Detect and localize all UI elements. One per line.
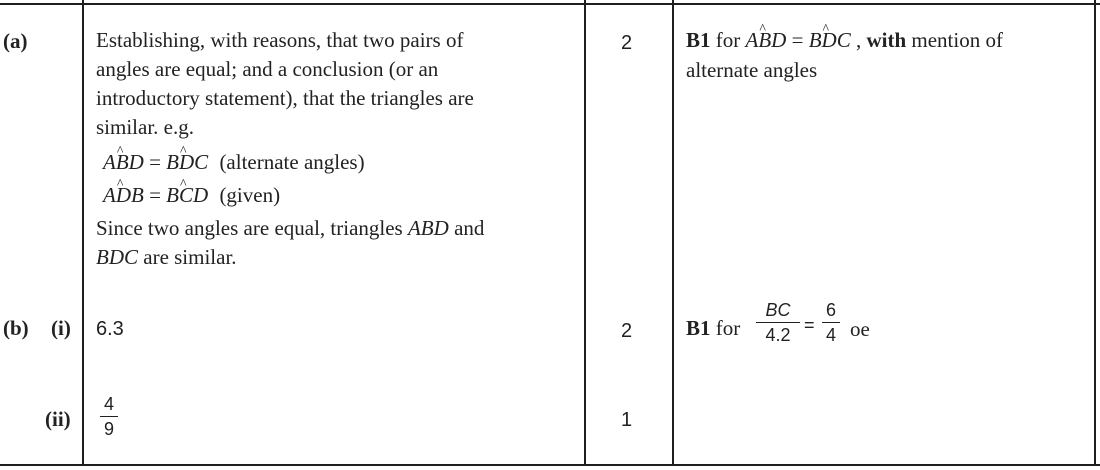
column-divider-3 [672, 0, 674, 466]
part-b-ii-answer-fraction: $\frac{4}{9}$ [100, 392, 118, 441]
eq2-reason: (given) [219, 183, 281, 207]
conclusion-line-2: BDC are similar. [96, 245, 237, 269]
table-bottom-border [0, 464, 1100, 466]
fraction-6-over-4: $\frac{6}{4}$ [822, 298, 840, 347]
part-b-ii-label: (ii) [45, 407, 71, 431]
part-a-label: (a) [3, 29, 28, 53]
column-divider-4 [1094, 0, 1096, 466]
column-divider-2 [584, 0, 586, 466]
part-b-i-answer: 6.3 [96, 318, 124, 340]
eq2-lhs: A^ DB [103, 183, 144, 207]
eq2-rhs: B^ CD [166, 183, 208, 207]
eq1-reason: (alternate angles) [219, 150, 365, 174]
part-a-mark: 2 [621, 32, 633, 54]
part-b-i-notes-tail: oe [850, 317, 870, 341]
table-top-border [0, 3, 1100, 5]
part-b-label: (b) [3, 316, 29, 340]
answer-line: angles are equal; and a conclusion (or an [96, 57, 439, 81]
angle-equation-2: A^ DB = B^ CD (given) [103, 181, 280, 210]
eq1-rhs: B^ DC [166, 150, 208, 174]
answer-line: Establishing, with reasons, that two pairs of [96, 28, 464, 52]
column-divider-1 [82, 0, 84, 466]
answer-line: similar. e.g. [96, 115, 194, 139]
part-b-i-mark: 2 [621, 320, 633, 342]
eq1-lhs: A^ BD [103, 150, 144, 174]
equals-sign: = [804, 315, 815, 335]
part-b-i-notes-code: B1 for [686, 316, 741, 340]
fraction-bc-over-4-2: $\frac{BC}{4.2}$ [756, 298, 800, 347]
part-a-answer [96, 26, 474, 142]
part-b-ii-mark: 1 [621, 409, 633, 431]
part-b-i-label: (i) [51, 316, 71, 340]
part-a-notes: B1 for A^ BD = B^ DC , with mention of [686, 26, 1003, 55]
part-a-notes-line2: alternate angles [686, 58, 818, 82]
angle-equation-1: A^ BD = B^ DC (alternate angles) [103, 148, 365, 177]
conclusion-line-1: Since two angles are equal, triangles ABD and [96, 216, 485, 240]
answer-line: introductory statement), that the triangles are [96, 86, 474, 110]
